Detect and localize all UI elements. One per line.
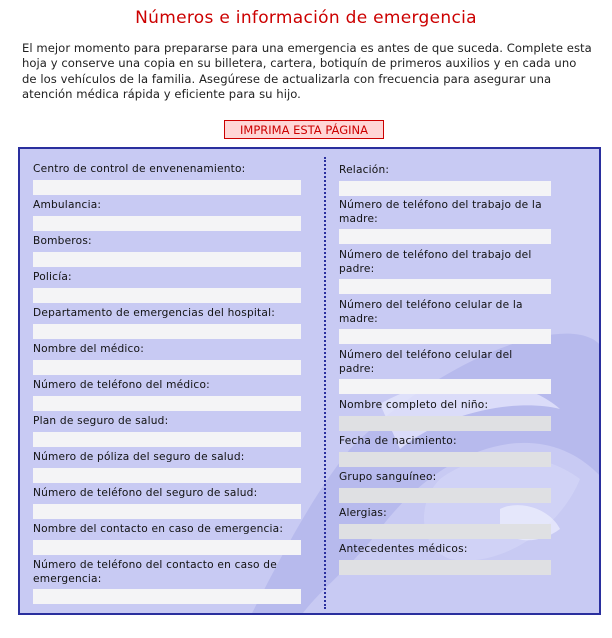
relation-input[interactable] xyxy=(339,181,551,196)
field-label: Ambulancia: xyxy=(33,199,102,211)
field-label: Número de teléfono del seguro de salud: xyxy=(33,487,258,499)
ambulance-input[interactable] xyxy=(33,216,301,231)
poison-control-field xyxy=(33,163,301,195)
field-label: Policía: xyxy=(33,271,72,283)
father-work-phone-input[interactable] xyxy=(339,279,551,294)
fire-department-input[interactable] xyxy=(33,252,301,267)
field-label: Centro de control de envenenamiento: xyxy=(33,163,246,175)
field-label: Número de póliza del seguro de salud: xyxy=(33,451,245,463)
father-cell-phone-input[interactable] xyxy=(339,379,551,394)
field-label: Nombre completo del niño: xyxy=(339,399,489,411)
mother-cell-phone-field xyxy=(339,299,551,344)
field-label: Número de teléfono del médico: xyxy=(33,379,210,391)
field-label: Número de teléfono del trabajo de la madre: xyxy=(339,199,542,225)
health-plan-field xyxy=(33,415,301,447)
policy-number-input[interactable] xyxy=(33,468,301,483)
mother-work-phone-input[interactable] xyxy=(339,229,551,244)
print-page-button[interactable]: IMPRIMA ESTA PÁGINA xyxy=(224,120,384,139)
page-title: Números e información de emergencia xyxy=(135,8,477,28)
emergency-contact-name-input[interactable] xyxy=(33,540,301,555)
field-label: Plan de seguro de salud: xyxy=(33,415,169,427)
hospital-er-field xyxy=(33,307,301,339)
field-label: Número de teléfono del contacto en caso de emergencia: xyxy=(33,559,277,585)
mother-cell-phone-input[interactable] xyxy=(339,329,551,344)
field-label: Relación: xyxy=(339,164,390,176)
intro-text: El mejor momento para prepararse para una emergencia es antes de que suceda. Complete esta hoja y conserve una copia en su billetera, cartera, botiquín de primeros auxilios y en cada uno de los vehículos de la familia. Asegúrese de actualizarla con frecuencia para asegurar una atención médica rápida y eficiente para su hijo. xyxy=(22,41,592,102)
birth-date-input[interactable] xyxy=(339,452,551,467)
column-divider xyxy=(324,157,326,609)
field-label: Antecedentes médicos: xyxy=(339,543,468,555)
emergency-form xyxy=(18,147,601,615)
field-label: Número de teléfono del trabajo del padre: xyxy=(339,249,532,275)
field-label: Departamento de emergencias del hospital: xyxy=(33,307,275,319)
field-label: Alergias: xyxy=(339,507,387,519)
child-full-name-field xyxy=(339,399,551,431)
emergency-contact-name-field xyxy=(33,523,301,555)
ambulance-field xyxy=(33,199,301,231)
police-input[interactable] xyxy=(33,288,301,303)
field-label: Número del teléfono celular de la madre: xyxy=(339,299,523,325)
allergies-input[interactable] xyxy=(339,524,551,539)
field-label: Nombre del médico: xyxy=(33,343,144,355)
blood-type-field xyxy=(339,471,551,503)
fire-department-field xyxy=(33,235,301,267)
birth-date-field xyxy=(339,435,551,467)
doctor-name-input[interactable] xyxy=(33,360,301,375)
father-work-phone-field xyxy=(339,249,551,294)
field-label: Fecha de nacimiento: xyxy=(339,435,457,447)
field-label: Nombre del contacto en caso de emergencia: xyxy=(33,523,284,535)
relation-field xyxy=(339,164,551,196)
insurance-phone-field xyxy=(33,487,301,519)
insurance-phone-input[interactable] xyxy=(33,504,301,519)
allergies-field xyxy=(339,507,551,539)
health-plan-input[interactable] xyxy=(33,432,301,447)
medical-history-input[interactable] xyxy=(339,560,551,575)
doctor-name-field xyxy=(33,343,301,375)
police-field xyxy=(33,271,301,303)
field-label: Número del teléfono celular del padre: xyxy=(339,349,513,375)
medical-history-field xyxy=(339,543,551,575)
blood-type-input[interactable] xyxy=(339,488,551,503)
child-full-name-input[interactable] xyxy=(339,416,551,431)
doctor-phone-field xyxy=(33,379,301,411)
emergency-contact-phone-field xyxy=(33,559,301,604)
field-label: Bomberos: xyxy=(33,235,92,247)
emergency-contact-phone-input[interactable] xyxy=(33,589,301,604)
mother-work-phone-field xyxy=(339,199,551,244)
doctor-phone-input[interactable] xyxy=(33,396,301,411)
field-label: Grupo sanguíneo: xyxy=(339,471,437,483)
poison-control-input[interactable] xyxy=(33,180,301,195)
father-cell-phone-field xyxy=(339,349,551,394)
hospital-er-input[interactable] xyxy=(33,324,301,339)
policy-number-field xyxy=(33,451,301,483)
